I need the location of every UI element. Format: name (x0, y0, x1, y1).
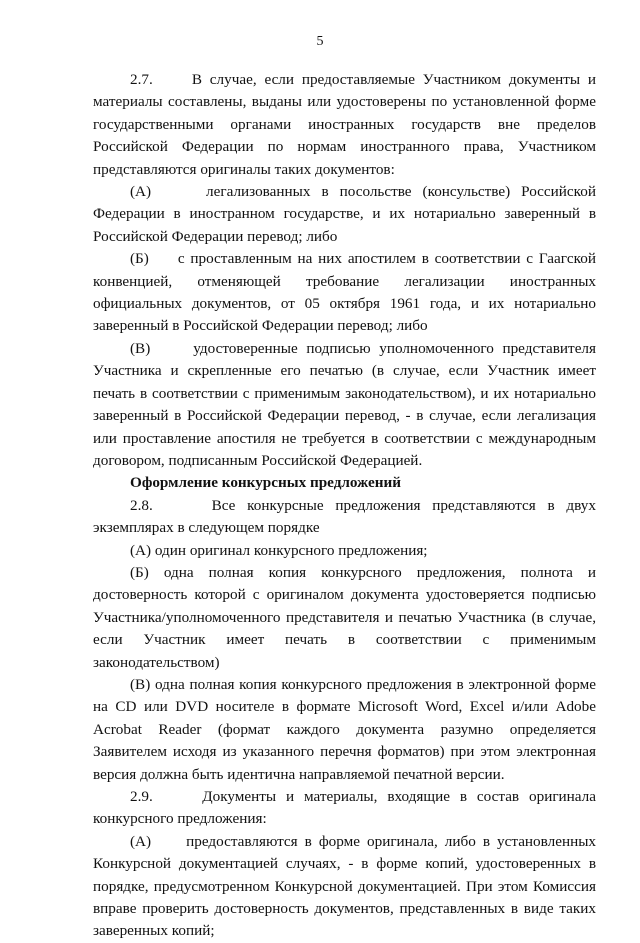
page-number: 5 (316, 34, 324, 49)
paragraph-2-7-b: (Б) с проставленным на них апостилем в соответствии с Гаагской конвенцией, отменяющей требование легализации иностранных официальных документов, от 05 октября 1961 года, и их нотариально заверенный в Российской Федерации перевод; либо (93, 250, 596, 335)
paragraph-2-7: 2.7. В случае, если предоставляемые Участником документы и материалы составлены, выданы или удостоверены по установленной форме государственными органами иностранных государств вне пределов Российской Федерации по нормам иностранного права, Участником представляются оригиналы таких документов: (93, 71, 596, 178)
section-heading: Оформление конкурсных предложений (130, 474, 401, 492)
paragraph-2-8-a: (А) один оригинал конкурсного предложения; (130, 541, 428, 559)
paragraph-2-7-a: (А) легализованных в посольстве (консульстве) Российской Федерации в иностранном государстве, и их нотариально заверенный в Российской Федерации перевод; либо (93, 183, 596, 245)
paragraph-2-9: 2.9. Документы и материалы, входящие в состав оригинала конкурсного предложения: (93, 788, 596, 828)
paragraph-2-7-v: (В) удостоверенные подписью уполномоченного представителя Участника и скрепленные его печатью (в случае, если Участник имеет печать в соответствии с применимым законодательством), и их нотариально заверенный в Российской Федерации перевод, - в случае, если легализация или проставление апостиля не требуется в соответствии с международным договором, подписанным Российской Федерацией. (93, 339, 596, 469)
document-body (93, 69, 596, 943)
paragraph-2-8: 2.8. Все конкурсные предложения представляются в двух экземплярах в следующем порядке (93, 496, 596, 537)
paragraph-2-9-a: (А) предоставляются в форме оригинала, либо в установленных Конкурсной документацией случаях, - в форме копий, удостоверенных в порядке, предусмотренном Конкурсной документацией. При этом Комиссия вправе проверить достоверность документов, представленных в виде таких заверенных копий; (93, 832, 596, 940)
paragraph-2-8-b: (Б) одна полная копия конкурсного предложения, полнота и достоверность которой с оригиналом документа удостоверяется подписью Участника/уполномоченного представителя и печатью Участника (в случае, если Участник имеет печать в соответствии с применимым законодательством) (93, 563, 596, 671)
paragraph-2-8-v: (В) одна полная копия конкурсного предложения в электронной форме на CD или DVD носителе в формате Microsoft Word, Excel и/или Adobe Acrobat Reader (формат каждого документа разумно определяется Заявителем исходя из указанного перечня форматов) при этом электронная версия должна быть идентична направляемой печатной версии. (93, 675, 596, 783)
